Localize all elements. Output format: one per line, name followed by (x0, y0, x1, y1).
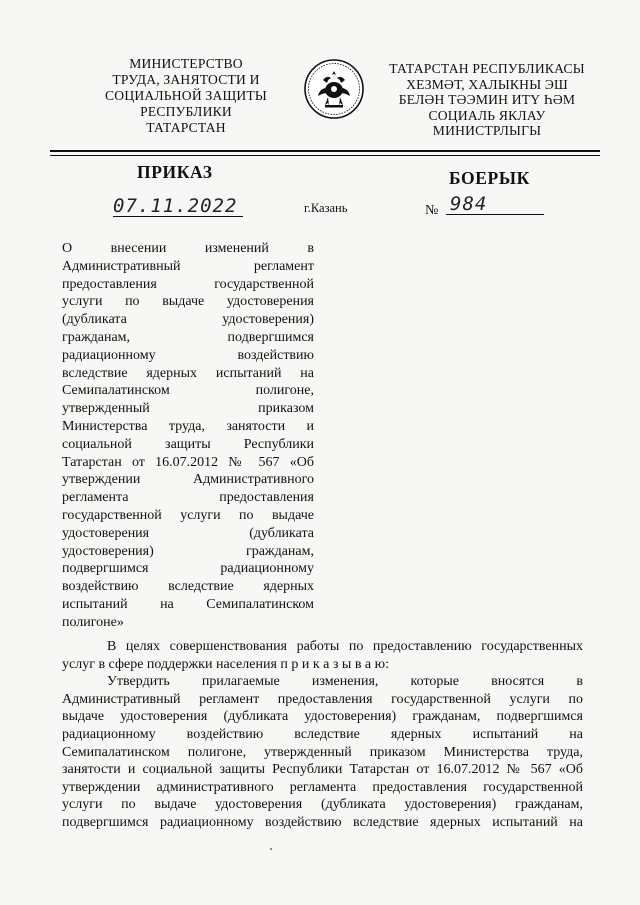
body-line: Семипалатинском полигоне, утвержденный приказом Министерства труда, (62, 744, 583, 760)
body-line: утверждении административного регламента предоставления государственной (62, 779, 583, 795)
subject-line: социальной защиты Республики (62, 436, 314, 452)
body-line: услуги по выдаче удостоверения (дубликата удостоверения) гражданам, (62, 797, 583, 813)
header-right-line: ХЕЗМӘТ, ХАЛЫКНЫ ЭШ (406, 76, 568, 92)
subject-line: удостоверения) гражданам, (62, 543, 314, 559)
order-number-label: № (425, 203, 439, 218)
subject-line: (дубликата удостоверения) (62, 312, 314, 328)
subject-line: услуги по выдаче удостоверения (62, 294, 314, 310)
header-left-line: РЕСПУБЛИКИ (140, 104, 232, 119)
header-right-line: МИНИСТРЛЫГЫ (432, 123, 542, 138)
body-line: Административный регламент предоставления государственной услуги по (62, 691, 583, 707)
subject-line: радиационному воздействию (62, 347, 314, 363)
subject-line: предоставления государственной (62, 276, 314, 292)
order-date: 07.11.2022 (113, 196, 243, 217)
ministry-name-russian (86, 56, 286, 136)
header-right-line: БЕЛӘН ТӘЭМИН ИТҮ ҺӘМ (398, 92, 576, 107)
subject-line: утвержденный приказом (62, 401, 314, 417)
order-subject (62, 240, 314, 632)
header-left-line: ТРУДА, ЗАНЯТОСТИ И (112, 72, 260, 87)
header-right-line: СОЦИАЛЬ ЯКЛАУ (428, 107, 546, 123)
subject-line: вследствие ядерных испытаний на (62, 365, 314, 381)
header-right-line: ТАТАРСТАН РЕСПУБЛИКАСЫ (389, 61, 585, 76)
subject-line: удостоверения (дубликата (62, 525, 314, 541)
subject-line: О внесении изменений в (62, 241, 314, 256)
body-line: радиационному воздействию вследствие ядерных испытаний на (62, 726, 583, 742)
body-line: выдаче удостоверения (дубликата удостоверения) гражданам, подвергшимся (62, 709, 583, 725)
body-line: Утвердить прилагаемые изменения, которые вносятся в (107, 674, 583, 690)
order-title-tatar: БОЕРЫК (449, 168, 530, 188)
subject-line: Семипалатинском полигоне, (62, 383, 314, 399)
body-line: подвергшимся радиационному воздействию вследствие ядерных испытаний на (62, 814, 583, 830)
header-left-line: ТАТАРСТАН (146, 120, 226, 135)
subject-line: воздействию вследствие ядерных (62, 579, 314, 595)
body-line: услуг в сфере поддержки населения п р и к а з ы в а ю: (62, 656, 389, 672)
subject-line: испытаний на Семипалатинском (62, 596, 314, 612)
order-city: г.Казань (304, 201, 348, 215)
subject-line: гражданам, подвергшимся (62, 329, 314, 345)
subject-line: подвергшимся радиационному (62, 561, 314, 577)
order-title-russian: ПРИКАЗ (137, 162, 213, 182)
ministry-name-tatar (372, 61, 602, 139)
header-left-line: СОЦИАЛЬНОЙ ЗАЩИТЫ (105, 88, 267, 103)
header-left-line: МИНИСТЕРСТВО (129, 56, 243, 71)
body-line: занятости и социальной защиты Республики Татарстан от 16.07.2012 № 567 «Об (62, 762, 583, 778)
subject-line: государственной услуги по выдаче (62, 507, 314, 523)
subject-line: Министерства труда, занятости и (62, 418, 314, 434)
subject-line: утверждении Административного (62, 472, 314, 488)
subject-line: Татарстан от 16.07.2012 № 567 «Об (62, 454, 314, 470)
order-body (62, 638, 583, 832)
header-divider-thin (50, 155, 600, 156)
coat-of-arms-icon (303, 58, 365, 120)
header-divider-thick (50, 150, 600, 152)
subject-line: регламента предоставления (62, 490, 314, 506)
body-line: В целях совершенствования работы по предоставлению государственных (107, 639, 583, 654)
order-number: 984 (446, 194, 544, 215)
subject-line: полигоне» (62, 614, 124, 630)
subject-line: Административный регламент (62, 258, 314, 274)
scan-speck (270, 848, 272, 850)
